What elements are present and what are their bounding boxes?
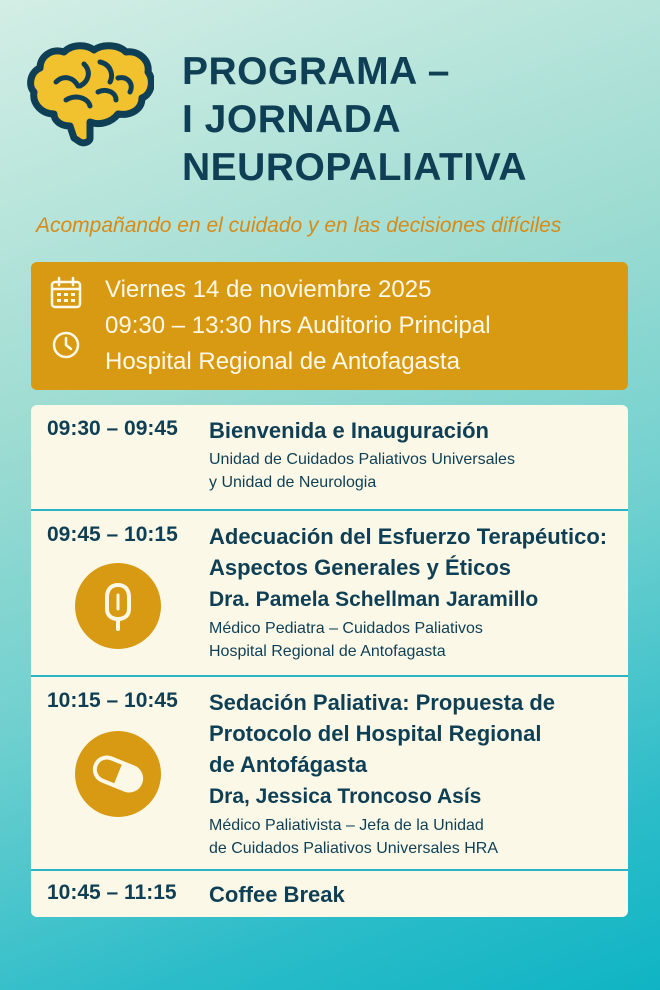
schedule-time: 10:45 – 11:15 xyxy=(47,881,177,904)
schedule-time: 10:15 – 10:45 xyxy=(47,689,178,712)
session-title xyxy=(209,879,624,910)
schedule-card xyxy=(31,405,628,917)
session-detail xyxy=(209,448,624,494)
session-speaker: Dra, Jessica Troncoso Asís xyxy=(209,785,482,808)
session-title-line: Aspectos Generales y Éticos xyxy=(209,555,512,580)
session-detail-line: y Unidad de Neurologia xyxy=(209,474,377,491)
schedule-item xyxy=(31,871,628,917)
clock-icon xyxy=(51,330,81,365)
schedule-time: 09:45 – 10:15 xyxy=(47,523,178,546)
session-title xyxy=(209,687,624,780)
schedule-item xyxy=(31,677,628,869)
title-line: I JORNADA xyxy=(182,98,402,141)
event-date: Viernes 14 de noviembre 2025 xyxy=(105,276,432,303)
session-detail-line: Unidad de Cuidados Paliativos Universales xyxy=(209,451,515,468)
session-detail-line: Hospital Regional de Antofagasta xyxy=(209,643,446,660)
session-detail-line: Médico Paliativista – Jefa de la Unidad xyxy=(209,817,484,834)
session-detail-line: de Cuidados Paliativos Universales HRA xyxy=(209,840,499,857)
schedule-time: 09:30 – 09:45 xyxy=(47,417,178,440)
session-detail-line: Médico Pediatra – Cuidados Paliativos xyxy=(209,620,483,637)
session-detail xyxy=(209,814,624,860)
session-title-line: Adecuación del Esfuerzo Terapéutico: xyxy=(209,524,608,549)
title-line: PROGRAMA – xyxy=(182,50,450,93)
title-line: NEUROPALIATIVA xyxy=(182,146,527,189)
event-info-banner xyxy=(31,262,628,390)
session-title-line: Bienvenida e Inauguración xyxy=(209,418,489,443)
subtitle: Acompañando en el cuidado y en las decisiones difíciles xyxy=(36,214,562,237)
schedule-item xyxy=(31,511,628,675)
brain-logo-icon xyxy=(26,42,154,148)
event-time-place: 09:30 – 13:30 hrs Auditorio Principal xyxy=(105,312,491,339)
calendar-icon xyxy=(49,276,83,315)
session-title-line: Protocolo del Hospital Regional xyxy=(209,721,542,746)
session-title-line: Sedación Paliativa: Propuesta de xyxy=(209,690,556,715)
pill-icon xyxy=(75,731,161,817)
session-title-line: de Antofágasta xyxy=(209,752,368,777)
session-detail xyxy=(209,617,624,663)
session-title xyxy=(209,415,624,446)
session-speaker: Dra. Pamela Schellman Jaramillo xyxy=(209,588,539,611)
session-title-line: Coffee Break xyxy=(209,882,345,907)
schedule-item xyxy=(31,405,628,509)
event-venue: Hospital Regional de Antofagasta xyxy=(105,348,460,375)
iv-drip-icon xyxy=(75,563,161,649)
page-title xyxy=(182,48,642,192)
session-title xyxy=(209,521,624,583)
